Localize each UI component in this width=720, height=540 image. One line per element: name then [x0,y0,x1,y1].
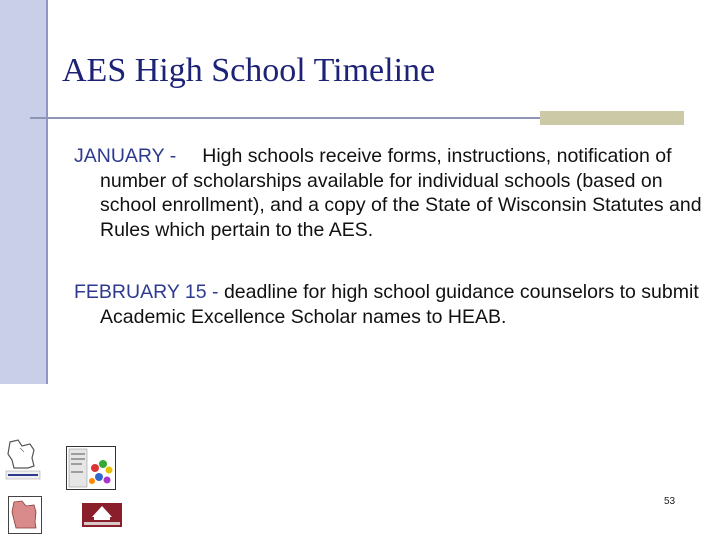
slide-page-number: 53 [664,496,676,507]
wisconsin-map-icon [4,438,42,482]
title-divider-accent [540,111,684,125]
entry-heading: JANUARY [74,145,165,167]
entry-separator: - [169,145,177,167]
wisconsin-state-icon [8,496,42,534]
slide-title: AES High School Timeline [62,52,436,89]
timeline-entry-february [74,280,704,329]
title-divider-line [30,117,540,119]
child-logo-icon [66,446,116,490]
entry-heading: FEBRUARY 15 [74,281,207,303]
heab-logo-icon [82,503,122,527]
entry-text: High schools receive forms, instructions, notification of number of scholarships available for individual schools (based on school enrollment), and a copy of the State of Wisconsin Statutes and Rules which pertain to the AES. [100,145,702,241]
slide-side-bar [0,0,48,384]
timeline-entry-january [74,144,704,242]
entry-text: deadline for high school guidance counselors to submit Academic Excellence Scholar names to HEAB. [100,281,699,328]
entry-separator: - [212,281,219,303]
